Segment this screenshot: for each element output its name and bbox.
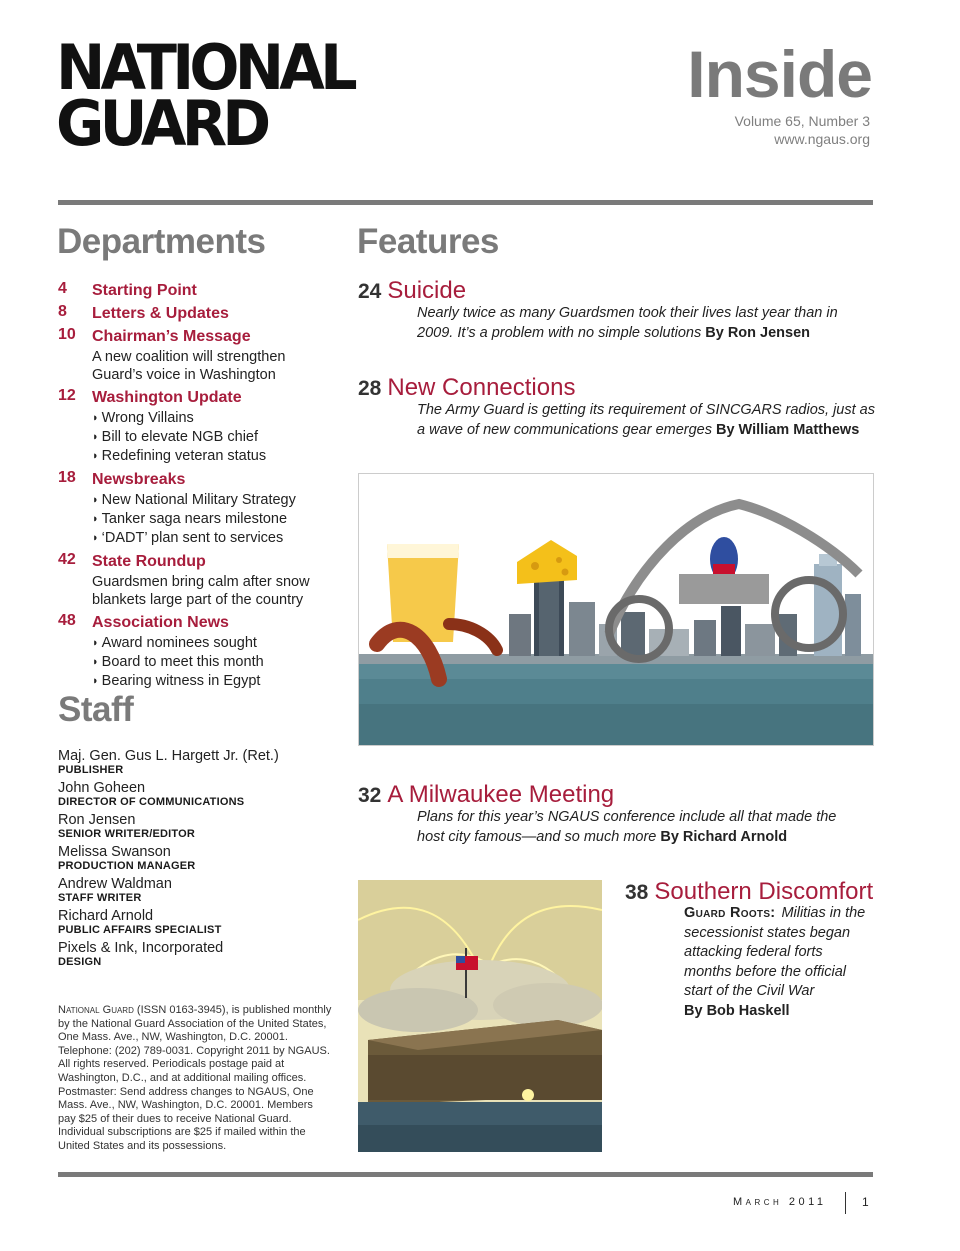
department-bullet-item[interactable]: ◗ Bearing witness in Egypt <box>92 672 338 691</box>
feature-title[interactable]: Suicide <box>387 277 467 304</box>
staff-member <box>58 940 338 969</box>
staff-name: Pixels & Ink, Incorporated <box>58 940 224 956</box>
department-page-number: 18 <box>58 469 76 486</box>
staff-member <box>58 812 338 841</box>
publication-notice <box>58 1004 333 1154</box>
staff-member <box>58 876 338 905</box>
issue-date: March 2011 <box>733 1196 827 1208</box>
feature-description-text: Militias in the secessionist states began attacking federal forts months before the official start of the Civil War <box>684 905 866 999</box>
department-bullet-item[interactable]: ◗ Bill to elevate NGB chief <box>92 428 338 447</box>
feature-southern-discomfort-heading[interactable] <box>625 878 873 906</box>
feature-suicide-description <box>417 303 857 343</box>
staff-role: STAFF WRITER <box>58 892 142 904</box>
milwaukee-collage-illustration <box>359 474 873 745</box>
department-title[interactable]: Letters & Updates <box>92 305 229 322</box>
department-page-number: 8 <box>58 303 67 320</box>
department-item[interactable] <box>58 387 338 466</box>
feature-milwaukee-meeting-heading[interactable] <box>358 781 614 809</box>
feature-description-text: The Army Guard is getting its requirement of SINCGARS radios, just as a wave of new communications gear emerges <box>417 402 875 438</box>
staff-heading: Staff <box>58 690 134 729</box>
staff-role: SENIOR WRITER/EDITOR <box>58 828 196 840</box>
feature-new-connections-description <box>417 400 887 440</box>
features-heading: Features <box>357 222 499 261</box>
department-item[interactable] <box>58 303 338 325</box>
feature-title[interactable]: New Connections <box>387 374 576 401</box>
staff-member <box>58 844 338 873</box>
department-bullet-item[interactable]: ◗ Board to meet this month <box>92 653 338 672</box>
departments-heading: Departments <box>57 222 266 261</box>
feature-title[interactable]: A Milwaukee Meeting <box>387 781 615 808</box>
footer-separator <box>845 1192 846 1214</box>
staff-name: Maj. Gen. Gus L. Hargett Jr. (Ret.) <box>58 748 279 764</box>
staff-role: DESIGN <box>58 956 102 968</box>
department-item[interactable] <box>58 326 338 384</box>
staff-name: Andrew Waldman <box>58 876 172 892</box>
page-number: 1 <box>862 1195 869 1209</box>
top-divider <box>58 200 873 205</box>
website-link[interactable]: www.ngaus.org <box>774 131 870 147</box>
feature-byline: By William Matthews <box>715 422 860 438</box>
feature-page-number: 32 <box>358 784 382 807</box>
feature-description-text: Nearly twice as many Guardsmen took their lives last year than in 2009. It’s a problem with no simple solutions <box>417 305 838 341</box>
feature-page-number: 24 <box>358 280 382 303</box>
department-page-number: 12 <box>58 387 76 404</box>
department-page-number: 42 <box>58 551 76 568</box>
staff-member <box>58 748 338 777</box>
feature-byline: By Richard Arnold <box>660 829 788 845</box>
staff-list <box>58 748 338 972</box>
department-description-line: Guard’s voice in Washington <box>92 367 276 383</box>
feature-description-text: Plans for this year’s NGAUS conference include all that made the host city famous—and so much more <box>417 809 837 845</box>
department-description-line: blankets large part of the country <box>92 592 304 608</box>
feature-series-label: Guard Roots: <box>684 905 776 921</box>
feature-byline: By Ron Jensen <box>705 325 810 341</box>
feature-southern-discomfort-description <box>684 904 874 1021</box>
staff-role: DIRECTOR OF COMMUNICATIONS <box>58 796 245 808</box>
feature-new-connections-heading[interactable] <box>358 374 575 402</box>
milwaukee-collage-photo <box>358 473 874 746</box>
staff-name: Richard Arnold <box>58 908 154 924</box>
feature-byline: By Bob Haskell <box>684 1002 790 1019</box>
volume-number: Volume 65, Number 3 <box>734 113 870 129</box>
feature-page-number: 38 <box>625 881 649 904</box>
fort-sumter-painting <box>358 880 602 1152</box>
department-description-line: A new coalition will strengthen <box>92 349 286 365</box>
department-title[interactable]: Starting Point <box>92 282 197 299</box>
page-title: Inside <box>687 37 872 111</box>
department-bullet-item[interactable]: ◗ ‘DADT’ plan sent to services <box>92 529 338 548</box>
feature-title[interactable]: Southern Discomfort <box>654 878 874 905</box>
staff-role: PUBLIC AFFAIRS SPECIALIST <box>58 924 222 936</box>
magazine-logo <box>56 31 353 160</box>
department-page-number: 4 <box>58 280 67 297</box>
feature-suicide-heading[interactable] <box>358 277 466 305</box>
staff-name: Ron Jensen <box>58 812 136 828</box>
department-title[interactable]: Newsbreaks <box>92 471 186 488</box>
feature-page-number: 28 <box>358 377 382 400</box>
department-title[interactable]: State Roundup <box>92 553 206 570</box>
fort-bombardment-illustration <box>358 880 602 1152</box>
department-bullet-item[interactable]: ◗ New National Military Strategy <box>92 491 338 510</box>
staff-role: PRODUCTION MANAGER <box>58 860 196 872</box>
logo-line-guard: GUARD <box>56 87 267 160</box>
publication-notice-text: (ISSN 0163-3945), is published monthly by the National Guard Association of the United States, One Mass. Ave., NW, Washington, D.C. 20001. Telephone: (202) 789-0031. Copyright 2011 by NGAUS. All rights reserved. Periodicals postage paid at Washington, D.C., and at additional mailing offices. Postmaster: Send address changes to NGAUS, One Mass. Ave., NW, Washington, D.C. 20001. Members pay $25 of their dues to receive National Guard. Individual subscriptions are $25 if mailed within the United States and its possessions. <box>58 1004 332 1152</box>
department-title[interactable]: Washington Update <box>92 389 242 406</box>
department-title[interactable]: Association News <box>92 614 229 631</box>
department-description-line: Guardsmen bring calm after snow <box>92 574 310 590</box>
publication-name: National Guard <box>58 1004 134 1016</box>
department-item[interactable] <box>58 612 338 691</box>
feature-milwaukee-meeting-description <box>417 807 857 847</box>
department-bullet-item[interactable]: ◗ Tanker saga nears milestone <box>92 510 338 529</box>
department-item[interactable] <box>58 469 338 548</box>
staff-member <box>58 908 338 937</box>
department-bullet-item[interactable]: ◗ Award nominees sought <box>92 634 338 653</box>
staff-name: Melissa Swanson <box>58 844 171 860</box>
bottom-divider <box>58 1172 873 1177</box>
staff-member <box>58 780 338 809</box>
department-bullet-item[interactable]: ◗ Redefining veteran status <box>92 447 338 466</box>
department-item[interactable] <box>58 280 338 302</box>
department-title[interactable]: Chairman’s Message <box>92 328 251 345</box>
departments-list <box>58 280 338 694</box>
staff-name: John Goheen <box>58 780 146 796</box>
department-bullet-item[interactable]: ◗ Wrong Villains <box>92 409 338 428</box>
department-page-number: 10 <box>58 326 76 343</box>
department-item[interactable] <box>58 551 338 609</box>
department-page-number: 48 <box>58 612 76 629</box>
staff-role: PUBLISHER <box>58 764 124 776</box>
logo-line-national: NATIONAL <box>56 31 353 104</box>
